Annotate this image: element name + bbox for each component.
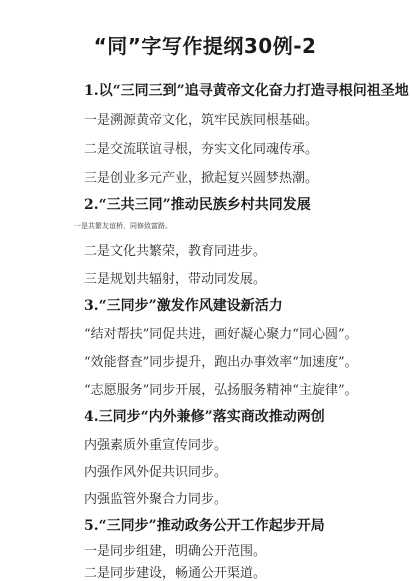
body-line: 内强监管外聚合力同步。 bbox=[84, 492, 228, 507]
body-line: “志愿服务”同步开展，弘扬服务精神“主旋律”。 bbox=[84, 383, 358, 398]
section-heading-4: 4.三同步“内外兼修”落实商改推动两创 bbox=[84, 409, 325, 425]
body-line: 一是溯源黄帝文化，筑牢民族同根基础。 bbox=[84, 113, 319, 128]
body-line: 一是同步组建，明确公开范围。 bbox=[84, 544, 267, 559]
body-line: 三是规划共辐射，带动同发展。 bbox=[84, 272, 267, 287]
body-line: 二是文化共繁荣，教育同进步。 bbox=[84, 244, 267, 259]
body-line: “效能督查”同步提升，跑出办事效率“加速度”。 bbox=[84, 355, 358, 370]
section-heading-2: 2.“三共三同”推动民族乡村共同发展 bbox=[84, 197, 311, 213]
body-line: 三是创业多元产业，掀起复兴圆梦热潮。 bbox=[84, 171, 319, 186]
section-heading-1: 1.以“三同三到”追寻黄帝文化奋力打造寻根问祖圣地 bbox=[84, 83, 409, 99]
section-heading-5: 5.“三同步”推动政务公开工作起步开局 bbox=[84, 518, 325, 534]
small-body-line: 一是共繁友谊桥，同修致富路。 bbox=[74, 222, 172, 230]
section-heading-3: 3.“三同步”激发作风建设新活力 bbox=[84, 298, 283, 314]
document-title: “同”字写作提纲30例-2 bbox=[93, 34, 317, 58]
body-line: 内强作风外促共识同步。 bbox=[84, 465, 228, 480]
body-line: “结对帮扶”同促共进，画好凝心聚力“同心圆”。 bbox=[84, 327, 358, 342]
body-line: 二是同步建设，畅通公开渠道。 bbox=[84, 566, 267, 581]
body-line: 二是交流联谊寻根，夯实文化同魂传承。 bbox=[84, 142, 319, 157]
body-line: 内强素质外重宣传同步。 bbox=[84, 438, 228, 453]
